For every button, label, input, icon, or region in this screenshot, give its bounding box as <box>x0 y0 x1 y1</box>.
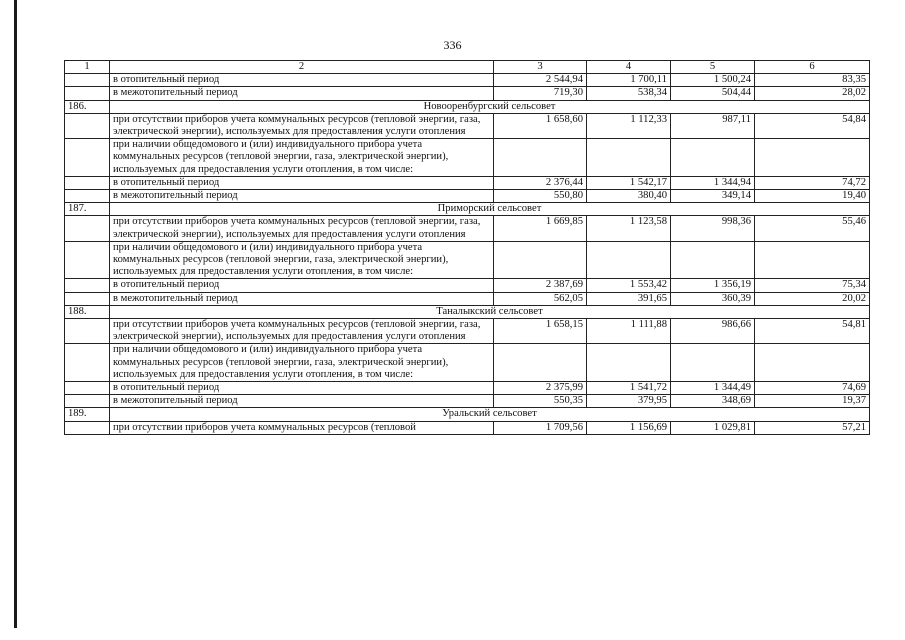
row-label: в отопительный период <box>110 279 494 292</box>
row-label: при отсутствии приборов учета коммунальных ресурсов (тепловой энергии, газа, электрической энергии), используемых для предоставления услуги отопления <box>110 113 494 138</box>
cell-value: 987,11 <box>671 113 755 138</box>
cell-value: 380,40 <box>587 190 671 203</box>
row-label: в отопительный период <box>110 74 494 87</box>
table-row <box>65 382 870 395</box>
table-row <box>65 139 870 177</box>
col-header-1: 1 <box>65 61 110 74</box>
cell-value: 550,80 <box>494 190 587 203</box>
column-number-row <box>65 61 870 74</box>
table-row <box>65 87 870 100</box>
row-label: в межотопительный период <box>110 395 494 408</box>
cell-value: 1 669,85 <box>494 216 587 241</box>
table-row <box>65 216 870 241</box>
cell-value: 1 658,15 <box>494 319 587 344</box>
section-name: Таналыкский сельсовет <box>110 305 870 318</box>
cell-value: 20,02 <box>755 292 870 305</box>
row-label: в межотопительный период <box>110 87 494 100</box>
cell-value: 1 709,56 <box>494 421 587 434</box>
section-header-row <box>65 408 870 421</box>
col-header-6: 6 <box>755 61 870 74</box>
section-number: 187. <box>65 203 110 216</box>
cell-value: 57,21 <box>755 421 870 434</box>
section-name: Приморский сельсовет <box>110 203 870 216</box>
cell-value: 1 356,19 <box>671 279 755 292</box>
cell-value: 19,37 <box>755 395 870 408</box>
cell-value: 1 553,42 <box>587 279 671 292</box>
row-label: при отсутствии приборов учета коммунальных ресурсов (тепловой <box>110 421 494 434</box>
table-row <box>65 190 870 203</box>
row-label: в отопительный период <box>110 176 494 189</box>
row-label: в отопительный период <box>110 382 494 395</box>
cell-value: 1 542,17 <box>587 176 671 189</box>
cell-value: 75,34 <box>755 279 870 292</box>
table-row <box>65 279 870 292</box>
cell-value: 349,14 <box>671 190 755 203</box>
page-number: 336 <box>443 38 462 52</box>
section-number: 188. <box>65 305 110 318</box>
col-header-2: 2 <box>110 61 494 74</box>
cell-value: 562,05 <box>494 292 587 305</box>
table-row <box>65 113 870 138</box>
cell-value: 1 700,11 <box>587 74 671 87</box>
section-header-row <box>65 305 870 318</box>
cell-value: 19,40 <box>755 190 870 203</box>
cell-value: 391,65 <box>587 292 671 305</box>
cell-value: 28,02 <box>755 87 870 100</box>
left-margin-line <box>14 0 17 628</box>
cell-value: 2 375,99 <box>494 382 587 395</box>
cell-value: 2 376,44 <box>494 176 587 189</box>
cell-value: 1 344,94 <box>671 176 755 189</box>
cell-value: 1 541,72 <box>587 382 671 395</box>
table-row <box>65 74 870 87</box>
row-label: при наличии общедомового и (или) индивидуального прибора учета коммунальных ресурсов (тепловой энергии, газа, электрической энергии), используемых для предоставления услуги отопления, в том числе: <box>110 241 494 279</box>
section-name: Уральский сельсовет <box>110 408 870 421</box>
col-header-5: 5 <box>671 61 755 74</box>
section-number: 186. <box>65 100 110 113</box>
cell-value: 538,34 <box>587 87 671 100</box>
cell-value: 360,39 <box>671 292 755 305</box>
row-label: при наличии общедомового и (или) индивидуального прибора учета коммунальных ресурсов (тепловой энергии, газа, электрической энергии), используемых для предоставления услуги отопления, в том числе: <box>110 344 494 382</box>
row-label: в межотопительный период <box>110 292 494 305</box>
tariff-table <box>64 60 870 435</box>
cell-value: 998,36 <box>671 216 755 241</box>
table-row <box>65 292 870 305</box>
cell-value: 1 344,49 <box>671 382 755 395</box>
section-name: Новооренбургский сельсовет <box>110 100 870 113</box>
row-label: при наличии общедомового и (или) индивидуального прибора учета коммунальных ресурсов (тепловой энергии, газа, электрической энергии), используемых для предоставления услуги отопления, в том числе: <box>110 139 494 177</box>
cell-value: 54,84 <box>755 113 870 138</box>
row-label: в межотопительный период <box>110 190 494 203</box>
section-header-row <box>65 100 870 113</box>
cell-value: 379,95 <box>587 395 671 408</box>
table-row <box>65 319 870 344</box>
cell-value: 1 123,58 <box>587 216 671 241</box>
row-label: при отсутствии приборов учета коммунальных ресурсов (тепловой энергии, газа, электрической энергии), используемых для предоставления услуги отопления <box>110 319 494 344</box>
table-row <box>65 241 870 279</box>
cell-value: 1 029,81 <box>671 421 755 434</box>
cell-value: 1 111,88 <box>587 319 671 344</box>
section-number: 189. <box>65 408 110 421</box>
cell-value: 1 500,24 <box>671 74 755 87</box>
cell-value: 719,30 <box>494 87 587 100</box>
table-row <box>65 176 870 189</box>
cell-value: 2 544,94 <box>494 74 587 87</box>
cell-value: 83,35 <box>755 74 870 87</box>
cell-value: 74,69 <box>755 382 870 395</box>
cell-value: 550,35 <box>494 395 587 408</box>
col-header-3: 3 <box>494 61 587 74</box>
table-row <box>65 421 870 434</box>
cell-value: 74,72 <box>755 176 870 189</box>
cell-value: 55,46 <box>755 216 870 241</box>
section-header-row <box>65 203 870 216</box>
table-row <box>65 344 870 382</box>
cell-value: 2 387,69 <box>494 279 587 292</box>
cell-value: 348,69 <box>671 395 755 408</box>
col-header-4: 4 <box>587 61 671 74</box>
cell-value: 1 658,60 <box>494 113 587 138</box>
cell-value: 986,66 <box>671 319 755 344</box>
cell-value: 504,44 <box>671 87 755 100</box>
cell-value: 54,81 <box>755 319 870 344</box>
table-row <box>65 395 870 408</box>
row-label: при отсутствии приборов учета коммунальных ресурсов (тепловой энергии, газа, электрической энергии), используемых для предоставления услуги отопления <box>110 216 494 241</box>
cell-value: 1 156,69 <box>587 421 671 434</box>
cell-value: 1 112,33 <box>587 113 671 138</box>
